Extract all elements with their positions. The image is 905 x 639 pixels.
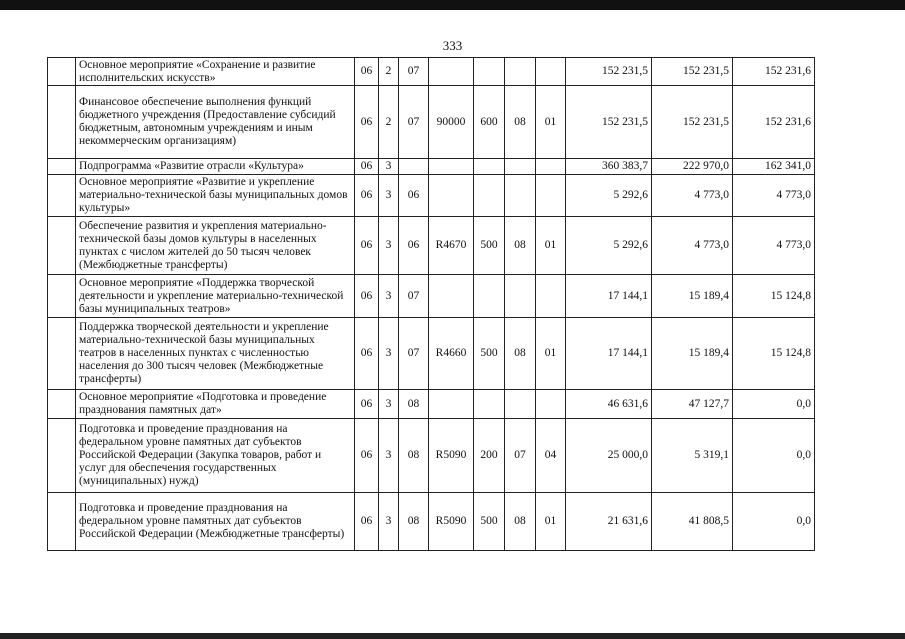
row-name: Подготовка и проведение празднования на федеральном уровне памятных дат субъектов Российской Федерации (Закупка товаров, работ и услуг для обеспечения государственных (муниципальных) нужд) [76, 419, 355, 493]
amount-year-3: 152 231,6 [733, 86, 815, 159]
amount-year-1: 25 000,0 [566, 419, 652, 493]
row-name: Подготовка и проведение празднования на федеральном уровне памятных дат субъектов Российской Федерации (Межбюджетные трансферты) [76, 493, 355, 551]
row-index-cell [48, 275, 76, 318]
amount-year-1: 17 144,1 [566, 318, 652, 390]
amount-year-2: 15 189,4 [652, 318, 733, 390]
amount-year-2: 4 773,0 [652, 217, 733, 275]
row-name: Обеспечение развития и укрепления материально-технической базы домов культуры в населенных пунктах с числом жителей до 50 тысяч человек (Межбюджетные трансферты) [76, 217, 355, 275]
expense-type-code: 600 [474, 86, 505, 159]
section-code [505, 58, 536, 86]
table-row [48, 217, 815, 275]
activity-code: 07 [399, 58, 429, 86]
subsection-code: 01 [536, 318, 566, 390]
subprogram-code: 3 [379, 217, 399, 275]
scan-bottom-edge [0, 633, 905, 639]
expense-type-code [474, 159, 505, 175]
amount-year-3: 0,0 [733, 419, 815, 493]
subsection-code: 01 [536, 86, 566, 159]
table-row [48, 390, 815, 419]
expense-type-code [474, 175, 505, 217]
activity-code [399, 159, 429, 175]
amount-year-1: 46 631,6 [566, 390, 652, 419]
grbs-code: 06 [355, 390, 379, 419]
grbs-code: 06 [355, 217, 379, 275]
direction-code [429, 175, 474, 217]
activity-code: 06 [399, 175, 429, 217]
direction-code: 90000 [429, 86, 474, 159]
amount-year-1: 5 292,6 [566, 217, 652, 275]
activity-code: 08 [399, 493, 429, 551]
row-index-cell [48, 58, 76, 86]
grbs-code: 06 [355, 175, 379, 217]
section-code [505, 390, 536, 419]
section-code [505, 159, 536, 175]
expense-type-code: 500 [474, 493, 505, 551]
amount-year-3: 152 231,6 [733, 58, 815, 86]
amount-year-3: 15 124,8 [733, 318, 815, 390]
section-code [505, 275, 536, 318]
row-name: Основное мероприятие «Подготовка и проведение празднования памятных дат» [76, 390, 355, 419]
subprogram-code: 3 [379, 419, 399, 493]
row-index-cell [48, 318, 76, 390]
direction-code [429, 275, 474, 318]
table-row [48, 175, 815, 217]
activity-code: 08 [399, 390, 429, 419]
subsection-code [536, 58, 566, 86]
activity-code: 07 [399, 275, 429, 318]
section-code [505, 175, 536, 217]
subprogram-code: 3 [379, 275, 399, 318]
direction-code [429, 390, 474, 419]
row-name: Подпрограмма «Развитие отрасли «Культура» [76, 159, 355, 175]
direction-code: R4660 [429, 318, 474, 390]
grbs-code: 06 [355, 86, 379, 159]
grbs-code: 06 [355, 275, 379, 318]
table-row [48, 275, 815, 318]
row-name: Основное мероприятие «Поддержка творческой деятельности и укрепление материально-технической базы муниципальных театров» [76, 275, 355, 318]
table-row [48, 58, 815, 86]
row-index-cell [48, 86, 76, 159]
direction-code: R4670 [429, 217, 474, 275]
amount-year-3: 4 773,0 [733, 217, 815, 275]
row-name: Основное мероприятие «Сохранение и развитие исполнительских искусств» [76, 58, 355, 86]
expense-type-code [474, 390, 505, 419]
grbs-code: 06 [355, 419, 379, 493]
activity-code: 07 [399, 318, 429, 390]
direction-code [429, 58, 474, 86]
activity-code: 06 [399, 217, 429, 275]
page-number: 333 [442, 38, 463, 53]
direction-code: R5090 [429, 419, 474, 493]
subsection-code [536, 390, 566, 419]
amount-year-1: 17 144,1 [566, 275, 652, 318]
grbs-code: 06 [355, 318, 379, 390]
subsection-code [536, 159, 566, 175]
expense-type-code [474, 58, 505, 86]
grbs-code: 06 [355, 58, 379, 86]
amount-year-1: 360 383,7 [566, 159, 652, 175]
section-code: 08 [505, 86, 536, 159]
row-index-cell [48, 159, 76, 175]
expense-type-code: 500 [474, 318, 505, 390]
amount-year-2: 15 189,4 [652, 275, 733, 318]
amount-year-1: 152 231,5 [566, 86, 652, 159]
subsection-code: 01 [536, 493, 566, 551]
row-name: Основное мероприятие «Развитие и укрепление материально-технической базы муниципальных домов культуры» [76, 175, 355, 217]
subprogram-code: 3 [379, 493, 399, 551]
section-code: 08 [505, 217, 536, 275]
subprogram-code: 3 [379, 175, 399, 217]
table-row [48, 318, 815, 390]
budget-table [47, 57, 815, 551]
expense-type-code: 500 [474, 217, 505, 275]
grbs-code: 06 [355, 159, 379, 175]
subprogram-code: 3 [379, 318, 399, 390]
direction-code [429, 159, 474, 175]
amount-year-2: 41 808,5 [652, 493, 733, 551]
expense-type-code: 200 [474, 419, 505, 493]
activity-code: 07 [399, 86, 429, 159]
row-index-cell [48, 419, 76, 493]
scan-top-edge [0, 0, 905, 10]
section-code: 08 [505, 318, 536, 390]
amount-year-2: 5 319,1 [652, 419, 733, 493]
amount-year-1: 5 292,6 [566, 175, 652, 217]
subsection-code: 01 [536, 217, 566, 275]
activity-code: 08 [399, 419, 429, 493]
subprogram-code: 3 [379, 390, 399, 419]
amount-year-2: 222 970,0 [652, 159, 733, 175]
section-code: 07 [505, 419, 536, 493]
amount-year-3: 0,0 [733, 493, 815, 551]
amount-year-3: 15 124,8 [733, 275, 815, 318]
direction-code: R5090 [429, 493, 474, 551]
amount-year-1: 21 631,6 [566, 493, 652, 551]
table-row [48, 419, 815, 493]
table-row [48, 493, 815, 551]
row-name: Финансовое обеспечение выполнения функций бюджетного учреждения (Предоставление субсидий бюджетным, автономным учреждениям и иным некоммерческим организациям) [76, 86, 355, 159]
row-index-cell [48, 175, 76, 217]
amount-year-3: 4 773,0 [733, 175, 815, 217]
subprogram-code: 2 [379, 86, 399, 159]
amount-year-2: 152 231,5 [652, 58, 733, 86]
expense-type-code [474, 275, 505, 318]
subprogram-code: 3 [379, 159, 399, 175]
grbs-code: 06 [355, 493, 379, 551]
row-index-cell [48, 390, 76, 419]
amount-year-3: 0,0 [733, 390, 815, 419]
subsection-code: 04 [536, 419, 566, 493]
row-index-cell [48, 493, 76, 551]
row-name: Поддержка творческой деятельности и укрепление материально-технической базы муниципальных театров в населенных пунктах с численностью населения до 300 тысяч человек (Межбюджетные трансферты) [76, 318, 355, 390]
section-code: 08 [505, 493, 536, 551]
subsection-code [536, 275, 566, 318]
table-row [48, 159, 815, 175]
table-row [48, 86, 815, 159]
subsection-code [536, 175, 566, 217]
amount-year-2: 4 773,0 [652, 175, 733, 217]
amount-year-3: 162 341,0 [733, 159, 815, 175]
amount-year-2: 152 231,5 [652, 86, 733, 159]
amount-year-2: 47 127,7 [652, 390, 733, 419]
subprogram-code: 2 [379, 58, 399, 86]
row-index-cell [48, 217, 76, 275]
amount-year-1: 152 231,5 [566, 58, 652, 86]
